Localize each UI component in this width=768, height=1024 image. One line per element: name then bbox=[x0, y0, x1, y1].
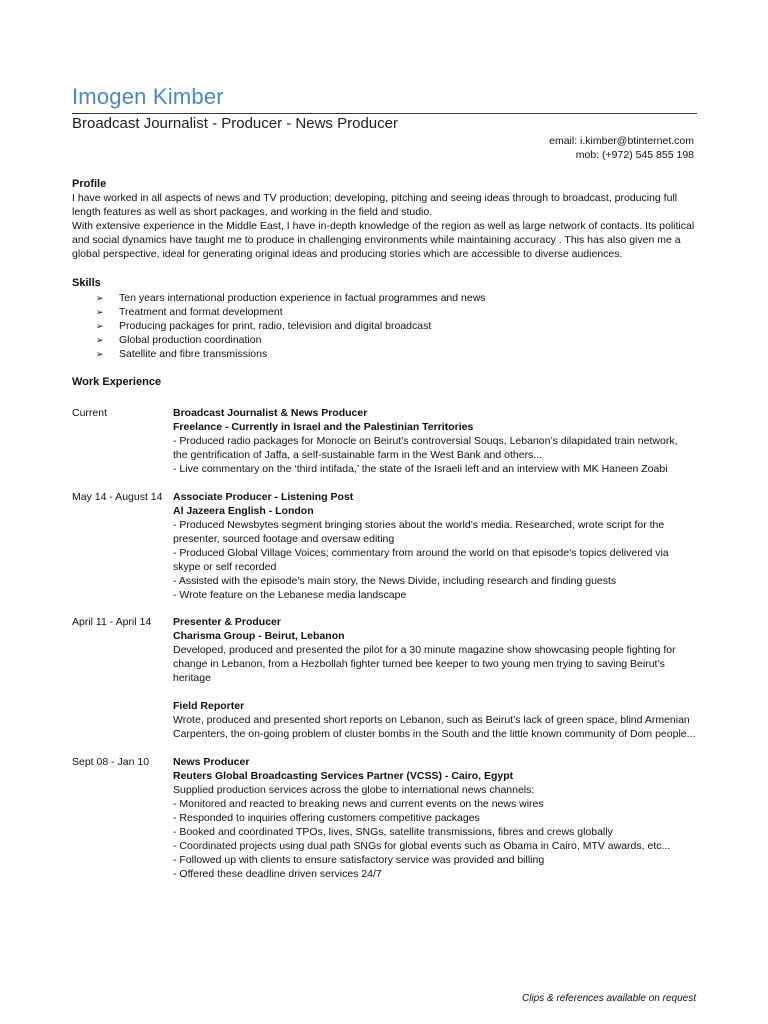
job-line: - Responded to inquiries offering customers competitive packages bbox=[173, 812, 480, 824]
profile-line: I have worked in all aspects of news and TV production; developing, pitching and seeing ideas through to broadcast, producing full bbox=[72, 192, 678, 204]
job-line: - Booked and coordinated TPOs, lives, SNGs, satellite transmissions, fibres and crews globally bbox=[173, 826, 613, 838]
footer-note: Clips & references available on request bbox=[522, 993, 696, 1004]
contact-mobile: mob: (+972) 545 855 198 bbox=[575, 149, 694, 161]
job-employer: Reuters Global Broadcasting Services Partner (VCSS) - Cairo, Egypt bbox=[173, 770, 514, 782]
job-line: - Monitored and reacted to breaking news and current events on the news wires bbox=[173, 798, 544, 810]
profile-line: and social dynamics have taught me to produce in challenging environments while maintaining accuracy . This has also given me a bbox=[72, 234, 681, 246]
job-line: heritage bbox=[173, 672, 211, 684]
profile-text bbox=[72, 191, 712, 261]
skill-item: ➢ Producing packages for print, radio, television and digital broadcast bbox=[96, 320, 432, 332]
job-line: change in Lebanon, from a Hezbollah fighter turned bee keeper to two young men trying to saving Beirut’s bbox=[173, 658, 665, 670]
arrow-bullet-icon: ➢ bbox=[96, 293, 104, 303]
job-employer: Freelance - Currently in Israel and the Palestinian Territories bbox=[173, 421, 474, 433]
job-line: - Produced radio packages for Monocle on Beirut’s controversial Souqs, Lebanon’s dilapidated train network, bbox=[173, 435, 678, 447]
candidate-title: Broadcast Journalist - Producer - News Producer bbox=[72, 115, 398, 132]
skills-heading: Skills bbox=[72, 277, 101, 289]
profile-line: global perspective, ideal for generating original ideas and producing stories which are accessible to diverse audiences. bbox=[72, 248, 623, 260]
job-date: April 11 - April 14 bbox=[72, 616, 152, 628]
job-line: skype or self recorded bbox=[173, 561, 277, 573]
skill-item: ➢ Treatment and format development bbox=[96, 306, 283, 318]
job-entry bbox=[72, 755, 712, 881]
job-role: Presenter & Producer bbox=[173, 616, 281, 628]
job-line: Carpenters, the on-going problem of cluster bombs in the South and the little known community of Dom people... bbox=[173, 728, 696, 740]
work-heading: Work Experience bbox=[72, 376, 162, 388]
job-line: - Assisted with the episode’s main story, the News Divide, including research and finding guests bbox=[173, 575, 617, 587]
job-line: Supplied production services across the globe to international news channels: bbox=[173, 784, 535, 796]
job-date: May 14 - August 14 bbox=[72, 491, 163, 503]
job-line: - Followed up with clients to ensure satisfactory service was provided and billing bbox=[173, 854, 545, 866]
job-role: Associate Producer - Listening Post bbox=[173, 491, 354, 503]
job-line: Wrote, produced and presented short reports on Lebanon, such as Beirut’s lack of green space, blind Armenian bbox=[173, 714, 690, 726]
skill-item: ➢ Satellite and fibre transmissions bbox=[96, 348, 268, 360]
job-line: - Offered these deadline driven services 24/7 bbox=[173, 868, 382, 880]
job-employer: Charisma Group - Beirut, Lebanon bbox=[173, 630, 345, 642]
job-line: presenter, sourced footage and oversaw editing bbox=[173, 533, 395, 545]
job-entry bbox=[72, 490, 712, 602]
job-line: Developed, produced and presented the pilot for a 30 minute magazine show showcasing people fighting for bbox=[173, 644, 676, 656]
job-entry bbox=[72, 615, 712, 741]
job-line: - Produced Global Village Voices; commentary from around the world on that episode’s topics delivered via bbox=[173, 547, 669, 559]
arrow-bullet-icon: ➢ bbox=[96, 349, 104, 359]
arrow-bullet-icon: ➢ bbox=[96, 321, 104, 331]
profile-line: length features as well as short packages, and working in the field and studio. bbox=[72, 206, 433, 218]
job-date: Sept 08 - Jan 10 bbox=[72, 756, 150, 768]
job-entry bbox=[72, 406, 712, 476]
job-employer: Al Jazeera English - London bbox=[173, 505, 314, 517]
job-line: - Produced Newsbytes segment bringing stories about the world’s media. Researched, wrote script for the bbox=[173, 519, 665, 531]
skill-item: ➢ Global production coordination bbox=[96, 334, 262, 346]
job-sub-role: Field Reporter bbox=[173, 700, 245, 712]
candidate-name: Imogen Kimber bbox=[72, 84, 224, 109]
arrow-bullet-icon: ➢ bbox=[96, 307, 104, 317]
skill-item: ➢ Ten years international production experience in factual programmes and news bbox=[96, 292, 486, 304]
job-role: Broadcast Journalist & News Producer bbox=[173, 407, 368, 419]
contact-email: email: i.kimber@btinternet.com bbox=[549, 135, 694, 147]
contact-block bbox=[549, 134, 694, 162]
job-date: Current bbox=[72, 407, 108, 419]
job-line: - Coordinated projects using dual path SNGs for global events such as Obama in Cairo, MTV awards, etc... bbox=[173, 840, 671, 852]
arrow-bullet-icon: ➢ bbox=[96, 335, 104, 345]
job-role: News Producer bbox=[173, 756, 250, 768]
job-line: - Live commentary on the ‘third intifada,’ the state of the Israeli left and an interview with MK Haneen Zoabi bbox=[173, 463, 668, 475]
job-line: the gentrification of Jaffa, a self-sustainable farm in the West Bank and others... bbox=[173, 449, 543, 461]
header-rule bbox=[72, 113, 697, 114]
job-line: - Wrote feature on the Lebanese media landscape bbox=[173, 589, 407, 601]
profile-heading: Profile bbox=[72, 178, 107, 190]
skills-list bbox=[96, 291, 486, 361]
profile-line: With extensive experience in the Middle East, I have in-depth knowledge of the region as well as large network of contacts. Its political bbox=[72, 220, 695, 232]
